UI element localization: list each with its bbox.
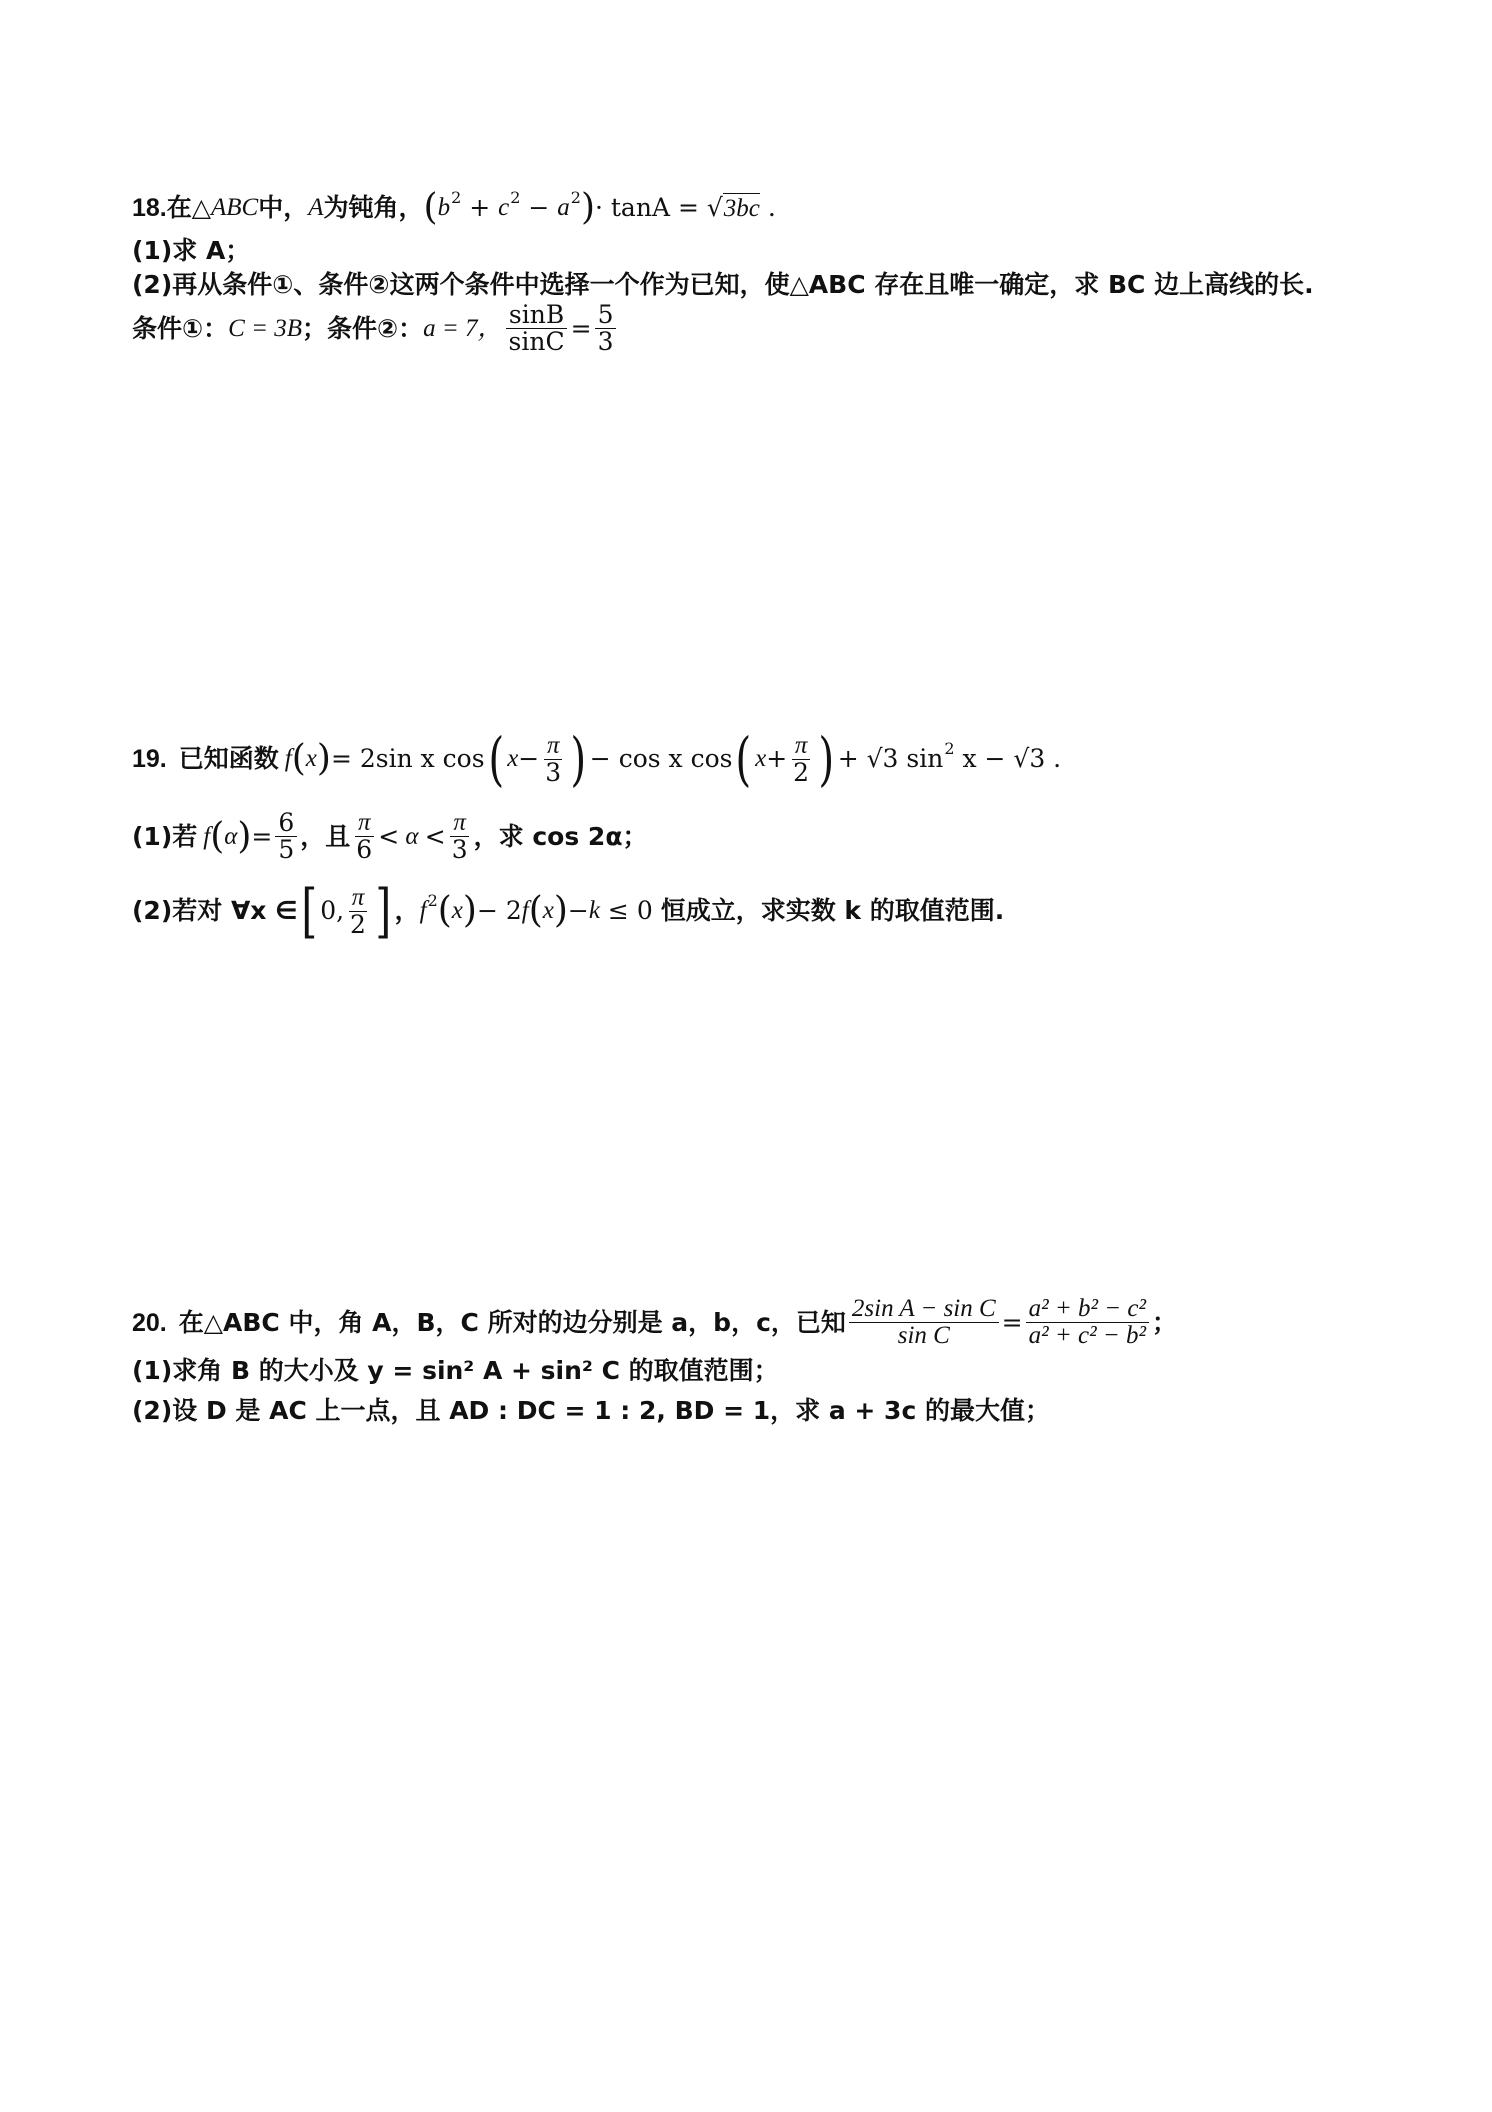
q19-frac-pi2	[790, 733, 812, 786]
q18-formula-c: c	[498, 194, 510, 221]
q20-number: 20.	[132, 1308, 167, 1337]
q18-cond1: C = 3B	[228, 314, 302, 342]
q19-p1-frac-pi6	[353, 810, 375, 863]
q18-sup-c: 2	[510, 188, 521, 207]
q18-stem-mid: 中，	[258, 193, 309, 222]
q19-p1-pi-a: π	[355, 810, 374, 837]
q18-formula-a: a	[557, 194, 570, 221]
q20-part1-text: (1)求角 B 的大小及 y = sin² A + sin² C 的取值范围；	[132, 1356, 779, 1385]
q19-part1: (1)若 f ( α ) = $\frac{6}{5}$ ，且 $\frac{\pi}{6}$ < α < $\frac{\pi}{3}$ ，求 cos 2α；	[132, 808, 648, 864]
q19-part2: (2)若对 ∀x ∈ [ 0, $\frac{\pi}{2}$ ] ， f 2 ( x ) − 2 f ( x ) − k ≤ 0 恒成立，求实数 k 的取值范围.	[132, 877, 1005, 945]
q18-triangle: ABC	[211, 194, 259, 221]
q18-frac-num: sinB	[506, 302, 567, 329]
q19-expr-b: − cos x cos	[589, 744, 733, 773]
q18-rparen: )	[580, 187, 595, 228]
q19-expr-c: + √3 sin	[837, 744, 944, 773]
q19-p2-label: (2)若对 ∀x ∈	[132, 896, 298, 925]
q20-part2-text: (2)设 D 是 AC 上一点，且 AD : DC = 1 : 2, BD = 1，求 a + 3c 的最大值；	[132, 1396, 1050, 1425]
q18-angle-a: A	[308, 194, 324, 221]
q19-expr-a: = 2sin x cos	[330, 744, 485, 773]
q18-conditions: 条件①： C = 3B ；条件②： a = 7， $\frac{\sin B}{\sin C}$ = $\frac{5}{3}$	[132, 302, 619, 355]
q19-p2-zero: 0,	[320, 896, 345, 925]
q20-stem-text: 在△ABC 中，角 A，B，C 所对的边分别是 a，b，c，已知	[178, 1307, 846, 1337]
q19-p1-end: ，求 cos 2α；	[473, 821, 648, 851]
q19-p1-pi-b: π	[450, 810, 469, 837]
q18-stem: 18. 在△ ABC 中， A 为钝角， ( b 2 + c 2 − a 2 ) · tanA = √ 3bc .	[132, 190, 776, 226]
q18-formula-tan: tanA	[610, 193, 670, 222]
q19-stem: 19. 已知函数 f ( x ) = 2sin x cos ( x − $\frac{\pi}{3}$ ) − cos x cos ( x + $\frac{\pi}{2}$ ) + √3 sin 2 x − √3 .	[132, 725, 1062, 793]
q20-f1-num: 2sin A − sin C	[849, 1296, 999, 1323]
q20-stem-end: ；	[1151, 1307, 1177, 1337]
q19-p1-frac	[275, 810, 297, 863]
q20-f2-den: a² + c² − b²	[1028, 1322, 1146, 1349]
q20-f2-num: a² + b² − c²	[1026, 1296, 1149, 1323]
q20-frac-right	[1026, 1296, 1149, 1349]
q18-frac-val-num: 5	[595, 302, 617, 329]
q19-p2-pi: π	[349, 885, 368, 912]
q19-pi-num-2: π	[792, 733, 811, 760]
q18-cond-sep: ；条件②：	[302, 313, 424, 343]
q18-cond-label: 条件①：	[132, 313, 229, 343]
q19-p1-val-num: 6	[275, 810, 297, 837]
q20-f1-den: sin C	[897, 1322, 950, 1349]
q19-p1-and: ，且	[300, 821, 351, 851]
q18-part1	[132, 236, 250, 266]
q19-p2-frac	[347, 885, 369, 938]
q18-cond2: a = 7，	[423, 314, 503, 342]
q19-p1-val-den: 5	[278, 835, 295, 864]
q18-fraction	[506, 302, 568, 355]
q19-p2-rest: 恒成立，求实数 k 的取值范围.	[660, 896, 1005, 925]
q19-two-den: 2	[793, 757, 810, 787]
q18-lparen: (	[423, 187, 438, 228]
q19-p1-alpha: α	[224, 822, 238, 850]
q20-frac-left	[849, 1296, 999, 1349]
q18-part1-text: (1)求 A；	[132, 236, 251, 265]
q19-p1-frac-pi3	[449, 810, 471, 863]
q19-pi-num-1: π	[544, 733, 563, 760]
q18-fraction-value	[595, 302, 617, 355]
q20-part1	[132, 1356, 779, 1386]
q18-sup-a: 2	[570, 188, 581, 207]
q18-part2-text: (2)再从条件①、条件②这两个条件中选择一个作为已知，使△ABC 存在且唯一确定，求 BC 边上高线的长.	[132, 270, 1314, 299]
q20-part2	[132, 1396, 1050, 1426]
q18-formula-right: 3bc	[723, 194, 760, 222]
q20-stem: 20. 在△ABC 中，角 A，B，C 所对的边分别是 a，b，c，已知 $\frac{\text{2sin A − sin C}}{\text{sin C}}$ = $\frac{\text{a² + b² − c²}}{\text{a² + c² − b²}}$ ；	[132, 1295, 1177, 1349]
q19-p1-label: (1)若	[132, 821, 198, 851]
q19-func: f	[284, 745, 292, 772]
q19-expr-d: x − √3 .	[962, 744, 1062, 773]
q19-p1-three: 3	[451, 835, 468, 864]
q18-frac-den: sinC	[508, 327, 565, 356]
q19-frac-pi3	[542, 733, 564, 786]
q18-stem-obtuse: 为钝角，	[323, 193, 424, 222]
q18-frac-val-den: 3	[597, 327, 614, 356]
q18-formula-b: b	[437, 194, 451, 221]
q19-three-den: 3	[545, 757, 562, 787]
q18-sup-b: 2	[451, 188, 462, 207]
q19-number: 19.	[132, 745, 167, 773]
q19-intro: 已知函数	[178, 744, 279, 773]
q18-number: 18.	[132, 194, 167, 222]
q19-p1-six: 6	[356, 835, 373, 864]
q19-var: x	[305, 745, 317, 772]
q18-stem-prefix: 在△	[166, 193, 211, 222]
q18-part2	[132, 270, 1314, 300]
q19-p2-two: 2	[350, 909, 366, 939]
